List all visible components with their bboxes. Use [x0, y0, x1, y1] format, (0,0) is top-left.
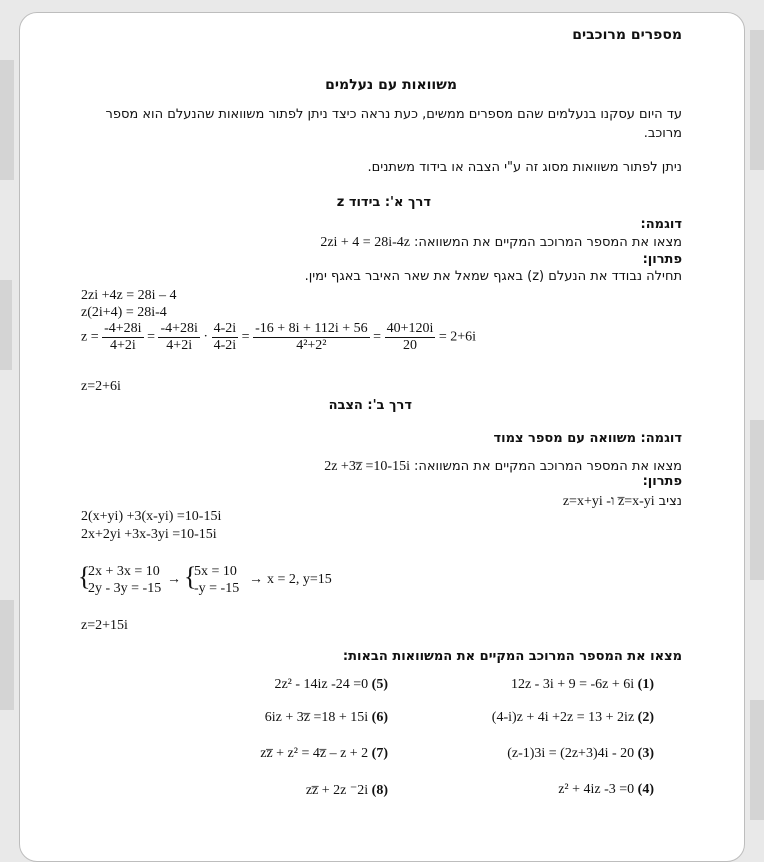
math-step: 2x+2yi +3x-3yi =10-15i: [81, 527, 217, 542]
exercise-equation: zz̅ + z² = 4z̅ – z + 2: [260, 746, 369, 761]
system-equation: 2x + 3x = 10: [88, 564, 160, 579]
background-shape: [0, 60, 14, 180]
exercise-equation: z² + 4iz -3 =0: [558, 782, 635, 797]
fraction-numerator: 40+120i: [386, 321, 434, 336]
fraction-numerator: 4-2i: [213, 321, 237, 336]
background-shape: [750, 700, 764, 820]
section-title: משוואות עם נעלמים: [325, 77, 457, 93]
fraction: [385, 321, 436, 354]
fraction-denominator: 4+2i: [166, 338, 193, 353]
document-page: [19, 12, 745, 862]
exercise-number: (7): [371, 746, 388, 761]
example-label: דוגמה:: [640, 217, 682, 232]
exercise-number: (3): [637, 746, 654, 761]
solution-label: פתרון:: [642, 474, 682, 489]
exercise-number: (1): [637, 677, 654, 692]
fraction: [212, 321, 239, 354]
exercise-number: (6): [371, 710, 388, 725]
background-shape: [750, 30, 764, 170]
result: z=2+15i: [81, 618, 128, 633]
intro-text-line: עד היום עסקנו בנעלמים שהם מספרים ממשים, כעת נראה כיצד ניתן לפתור משוואות שהנעלם הוא מספר: [105, 107, 682, 122]
exercise-item: [260, 746, 388, 762]
exercise-item: [492, 710, 654, 726]
z-equals: z =: [81, 329, 99, 345]
find-text: מצאו את המספר המרוכב המקיים את המשוואה:: [413, 235, 682, 250]
substitute-equation: z̅=x-yi ו- z=x+yi: [562, 494, 655, 509]
fraction-result: = 2+6i: [438, 329, 477, 345]
system-equation: 2y - 3y = -15: [88, 581, 162, 596]
exercise-equation: 6iz + 3z̅ =18 + 15i: [264, 710, 369, 725]
find-line: [324, 457, 682, 475]
exercise-item: [265, 710, 388, 726]
exercise-equation: (4-i)z + 4i +2z = 13 + 2iz: [491, 710, 635, 725]
fraction-chain: z = $\frac{-4+28i}{4+2i}$ = $\frac{-4+28i}{4+2i}$ · $\frac{4-2i}{4-2i}$ = $\frac{-16 + 8i + 112i + 56}{\text{4²+2²}}$ = $\frac{40+120i}{20}$ = 2+6i: [81, 321, 477, 353]
fraction: [253, 321, 370, 354]
intro-text-line: ניתן לפתור משוואות מסוג זה ע"י הצבה או בידוד משתנים.: [367, 160, 682, 175]
fraction-denominator: 4+2i: [109, 338, 136, 353]
exercise-equation: zz̅ + 2z ⁻2i: [305, 783, 369, 798]
intro-text-line: מרוכב.: [643, 126, 682, 141]
math-step: 2zi +4z = 28i – 4: [81, 288, 177, 303]
fraction: [102, 321, 143, 354]
find-text: מצאו את המספר המרוכב המקיים את המשוואה:: [413, 459, 682, 474]
exercise-number: (5): [371, 677, 388, 692]
fraction-numerator: -4+28i: [104, 321, 142, 336]
equation: 2z +3z̅ =10-15i: [324, 459, 410, 474]
solution-label: פתרון:: [642, 252, 682, 267]
math-step: z(2i+4) = 28i-4: [81, 305, 167, 320]
background-shape: [750, 420, 764, 580]
equation: 2zi + 4 = 28i-4z: [320, 235, 410, 250]
exercise-number: (2): [637, 710, 654, 725]
exercise-equation: (z-1)3i = (2z+3)4i - 20: [507, 746, 635, 761]
page-title: מספרים מרוכבים: [572, 27, 682, 43]
find-line: [320, 233, 682, 251]
exercises-title: מצאו את המספר המרוכב המקיים את המשוואות הבאות:: [342, 649, 682, 664]
exercise-equation: 12z - 3i + 9 = -6z + 6i: [510, 677, 635, 692]
fraction: [158, 321, 199, 354]
background-shape: [0, 280, 12, 370]
example-label: דוגמה: משוואה עם מספר צמוד: [493, 431, 682, 446]
fraction-denominator: 4-2i: [213, 338, 237, 353]
exercise-number: (4): [637, 782, 654, 797]
exercise-item: [558, 782, 654, 798]
method-a-title: דרך א': בידוד z: [336, 195, 431, 210]
final-values: x = 2, y=15: [267, 572, 332, 587]
method-b-title: דרך ב': הצבה: [328, 398, 412, 413]
exercise-number: (8): [371, 783, 388, 798]
arrow-icon: →: [249, 572, 263, 587]
exercise-item: [306, 782, 388, 799]
arrow-icon: →: [167, 572, 181, 587]
substitute-label: נציב: [658, 494, 682, 509]
math-step: 2(x+yi) +3(x-yi) =10-15i: [81, 509, 222, 524]
left-brace: {: [78, 562, 91, 591]
exercise-item: [274, 677, 388, 693]
solution-text: תחילה נבודד את הנעלם (z) באגף שמאל את שאר האיבר באגף ימין.: [304, 269, 682, 284]
exercise-equation: 2z² - 14iz -24 =0: [274, 677, 369, 692]
exercise-item: [511, 677, 654, 693]
fraction-denominator: 20: [402, 338, 417, 353]
left-brace: {: [184, 562, 197, 591]
fraction-numerator: -4+28i: [160, 321, 198, 336]
fraction-denominator: 4²+2²: [296, 338, 327, 353]
fraction-numerator: -16 + 8i + 112i + 56: [255, 321, 368, 336]
system-equation: -y = -15: [194, 581, 240, 596]
exercise-item: [507, 746, 654, 762]
background-shape: [0, 600, 14, 710]
system-equation: 5x = 10: [194, 564, 237, 579]
substitute-line: [563, 492, 682, 510]
result: z=2+6i: [81, 379, 121, 394]
